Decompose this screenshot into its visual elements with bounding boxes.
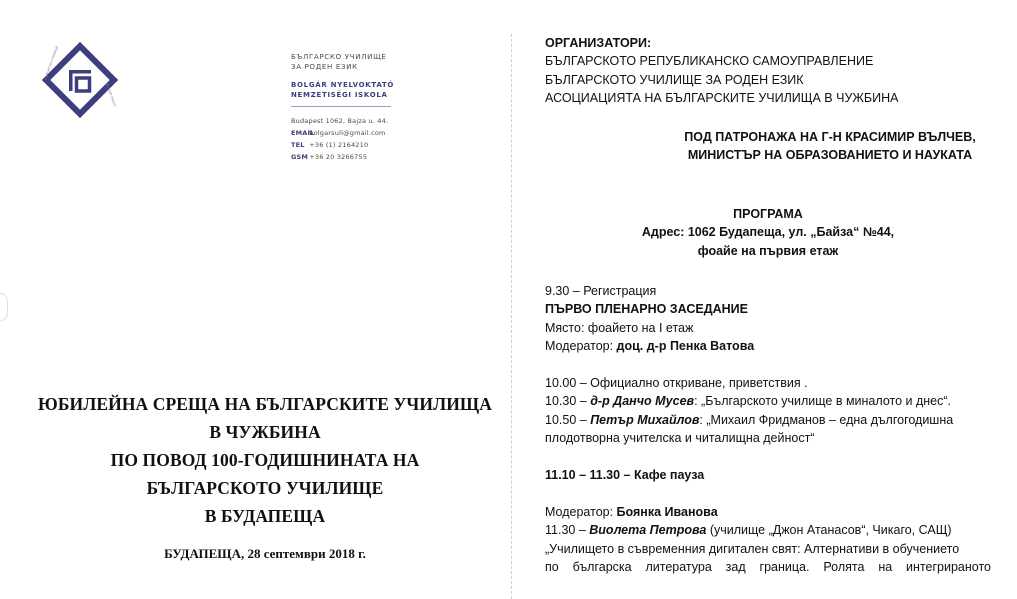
school-name-bg-1: БЪЛГАРСКО УЧИЛИЩЕ bbox=[291, 53, 387, 61]
organizer-item: АСОЦИАЦИЯТА НА БЪЛГАРСКИТЕ УЧИЛИЩА В ЧУЖБИНА bbox=[545, 91, 899, 106]
organizers-block bbox=[545, 34, 898, 108]
talk-2 bbox=[545, 411, 991, 429]
school-address: Budapest 1062, Bajza u. 44. bbox=[291, 117, 389, 125]
page-edge-marker bbox=[0, 293, 8, 321]
title-line-2: В ЧУЖБИНА bbox=[209, 422, 321, 442]
event-title bbox=[20, 390, 510, 530]
tel-label: TEL bbox=[291, 141, 305, 149]
session-heading: ПЪРВО ПЛЕНАРНО ЗАСЕДАНИЕ bbox=[545, 302, 749, 317]
organizers-heading: ОРГАНИЗАТОРИ: bbox=[545, 36, 652, 50]
moderator-line-2 bbox=[545, 503, 991, 521]
email-line bbox=[291, 127, 411, 139]
session-place: Място: фоайето на I етаж bbox=[545, 320, 694, 335]
gsm-value: +36 20 3266755 bbox=[309, 153, 368, 161]
tel-value: +36 (1) 2164210 bbox=[309, 141, 369, 149]
talk-speaker: Виолета Петрова bbox=[589, 523, 707, 538]
talk-3-line-2: „Училището в съвременния дигитален свят: Алтернативи в обучението bbox=[545, 541, 960, 556]
talk-title: : „Българското училище в миналото и днес“. bbox=[694, 394, 951, 409]
email-value: bolgarsuli@gmail.com bbox=[309, 129, 386, 137]
patronage-block bbox=[672, 128, 988, 165]
school-name-hu-2: NEMZETISÉGI ISKOLA bbox=[291, 91, 388, 99]
title-line-4: БЪЛГАРСКОТО УЧИЛИЩЕ bbox=[146, 478, 384, 498]
talk-title: : „Михаил Фридманов – една дългогодишна bbox=[699, 412, 954, 427]
moderator-label: Модератор: bbox=[545, 339, 617, 354]
school-name-hu-1: BOLGÁR NYELVOKTATÓ bbox=[291, 81, 395, 89]
program-body bbox=[545, 282, 991, 576]
letterhead-divider bbox=[291, 106, 391, 107]
talk-speaker: Петър Михайлов bbox=[590, 412, 700, 427]
title-line-5: В БУДАПЕЩА bbox=[204, 506, 326, 526]
patronage-line-2: МИНИСТЪР НА ОБРАЗОВАНИЕТО И НАУКАТА bbox=[687, 148, 973, 163]
talk-time: 11.30 – bbox=[545, 523, 590, 538]
letterhead bbox=[291, 52, 411, 163]
program-header bbox=[545, 205, 991, 260]
opening-line: 10.00 – Официално откриване, приветствия . bbox=[545, 376, 808, 391]
talk-1 bbox=[545, 392, 991, 410]
registration: 9.30 – Регистрация bbox=[545, 284, 657, 298]
talk-speaker: д-р Данчо Мусев bbox=[590, 394, 695, 409]
moderator-label: Модератор: bbox=[545, 504, 617, 519]
talk-3 bbox=[545, 521, 991, 539]
school-name-bg-2: ЗА РОДЕН ЕЗИК bbox=[291, 63, 358, 71]
talk-time: 10.30 – bbox=[545, 394, 591, 409]
title-line-3: ПО ПОВОД 100-ГОДИШНИНАТА НА bbox=[110, 450, 420, 470]
talk-time: 10.50 – bbox=[545, 412, 591, 427]
email-label: EMAIL bbox=[291, 129, 315, 137]
title-line-1: ЮБИЛЕЙНА СРЕЩА НА БЪЛГАРСКИТЕ УЧИЛИЩА bbox=[38, 394, 492, 414]
organizer-item: БЪЛГАРСКОТО РЕПУБЛИКАНСКО САМОУПРАВЛЕНИЕ bbox=[545, 54, 874, 69]
gsm-line bbox=[291, 151, 411, 163]
program-heading: ПРОГРАМА bbox=[733, 207, 803, 221]
moderator-line-1 bbox=[545, 337, 991, 355]
program-address-2: фоайе на първия етаж bbox=[697, 243, 839, 258]
talk-2-cont: плодотворна учителска и читалищна дейност“ bbox=[545, 431, 815, 446]
school-logo bbox=[40, 40, 120, 120]
gsm-label: GSM bbox=[291, 153, 309, 161]
page-divider bbox=[511, 34, 512, 599]
coffee-break: 11.10 – 11.30 – Кафе пауза bbox=[545, 468, 705, 483]
patronage-line-1: ПОД ПАТРОНАЖА НА Г-Н КРАСИМИР ВЪЛЧЕВ, bbox=[684, 130, 976, 144]
moderator-name: доц. д-р Пенка Ватова bbox=[616, 339, 755, 354]
event-date: БУДАПЕЩА, 28 септември 2018 г. bbox=[164, 546, 366, 561]
talk-3-line-3: по българска литература зад граница. Ролята на интегрираното bbox=[545, 560, 991, 575]
program-address-1: Адрес: 1062 Будапеща, ул. „Байза“ №44, bbox=[641, 225, 895, 240]
svg-text:БЪЛГАРСКО УЧИЛИЩЕ: БЪЛГАРСКО УЧИЛИЩЕ bbox=[43, 45, 60, 81]
moderator-name: Боянка Иванова bbox=[616, 504, 718, 519]
organizer-item: БЪЛГАРСКОТО УЧИЛИЩЕ ЗА РОДЕН ЕЗИК bbox=[545, 72, 804, 87]
talk-affiliation: (училище „Джон Атанасов“, Чикаго, САЩ) bbox=[706, 523, 952, 538]
svg-text:BOLGÁR ISKOLA: BOLGÁR ISKOLA bbox=[105, 82, 118, 108]
tel-line bbox=[291, 139, 411, 151]
